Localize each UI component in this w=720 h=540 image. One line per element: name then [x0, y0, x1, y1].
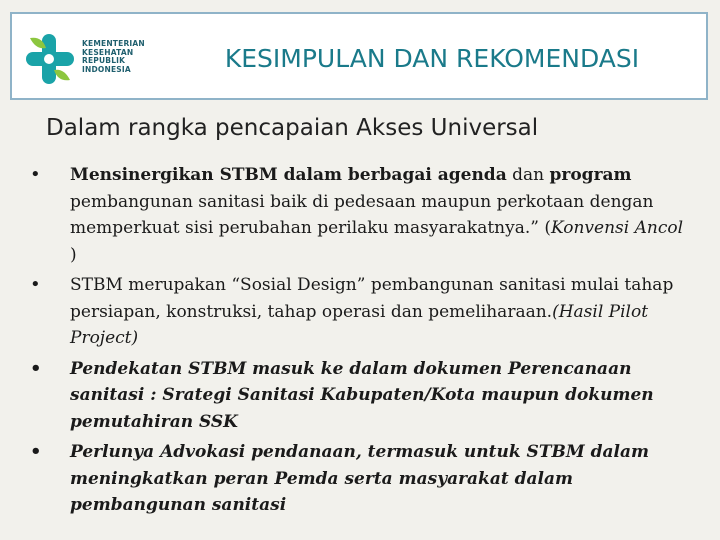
bullet-text: Perlunya Advokasi pendanaan, termasuk untuk STBM dalam meningkatkan peran Pemda serta masyarakat dalam pembangunan sanitasi: [70, 442, 649, 515]
slide-subtitle: Dalam rangka pencapaian Akses Universal: [46, 115, 539, 141]
ministry-logo-icon: [24, 32, 76, 86]
bullet-dot: •: [30, 164, 41, 185]
logo-line: KEMENTERIAN: [82, 39, 145, 48]
bullet-bold-text: Mensinergikan STBM dalam berbagai agenda: [70, 165, 507, 185]
logo-line: REPUBLIK: [82, 56, 126, 65]
bullet-text: Pendekatan STBM masuk ke dalam dokumen Perencanaan sanitasi : Srategi Sanitasi Kabupaten/Kota maupun dokumen pemutahiran SSK: [70, 358, 654, 432]
bullet-item: [30, 356, 690, 436]
logo-text: [82, 40, 145, 74]
logo-line: KESEHATAN: [82, 47, 134, 57]
ministry-logo: [24, 32, 174, 86]
bullet-dot: •: [30, 274, 41, 295]
bullet-italic-text: (Hasil Pilot Project): [70, 301, 649, 348]
header-box: [10, 12, 708, 100]
bullet-dot: •: [30, 357, 42, 379]
bullet-bold-text: program: [549, 165, 632, 185]
bullet-text: dan: [506, 165, 550, 185]
slide-title: KESIMPULAN DAN REKOMENDASI: [224, 44, 640, 73]
bullet-list: [30, 162, 690, 523]
bullet-text: STBM merupakan “Sosial Design” pembangunan sanitasi mulai tahap persiapan, konstruksi, tahap operasi dan pemeliharaan.: [70, 275, 674, 322]
bullet-dot: •: [30, 441, 42, 462]
logo-line: INDONESIA: [82, 64, 131, 74]
bullet-item: [30, 272, 690, 352]
bullet-italic-text: Konvensi Ancol: [551, 218, 684, 238]
bullet-text: ): [70, 244, 77, 265]
bullet-item: [30, 162, 690, 268]
bullet-text: pembangunan sanitasi baik di pedesaan maupun perkotaan dengan memperkuat sisi perubahan perilaku masyarakatnya.” (: [70, 191, 654, 238]
bullet-item: [30, 439, 690, 519]
